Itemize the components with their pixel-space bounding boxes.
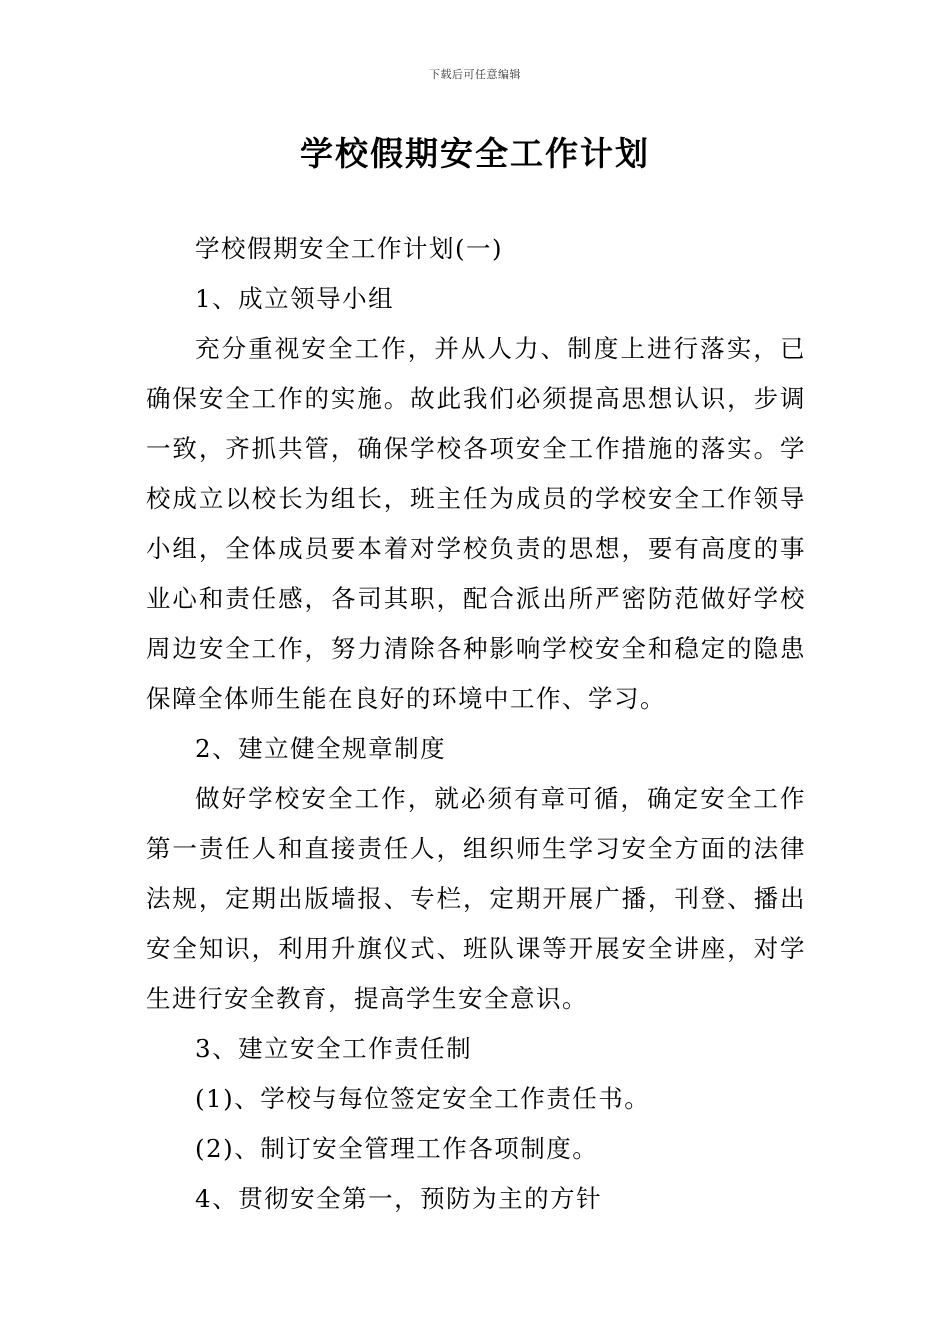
document-title: 学校假期安全工作计划	[300, 134, 650, 173]
list-item-1: (1)、学校与每位签定安全工作责任书。	[195, 1084, 651, 1113]
section-heading-3: 3、建立安全工作责任制	[195, 1034, 473, 1063]
body-paragraph-1: 充分重视安全工作，并从人力、制度上进行落实，已确保安全工作的实施。故此我们必须提高思想认识，步调一致，齐抓共管，确保学校各项安全工作措施的落实。学校成立以校长为组长，班主任为成员的学校安全工作领导小组，全体成员要本着对学校负责的思想，要有高度的事业心和责任感，各司其职，配合派出所严密防范做好学校周边安全工作，努力清除各种影响学校安全和稳定的隐患保障全体师生能在良好的环境中工作、学习。	[146, 334, 806, 713]
section-heading-1: 1、成立领导小组	[195, 284, 395, 313]
section-heading-2: 2、建立健全规章制度	[195, 734, 447, 763]
document-body	[146, 224, 806, 1224]
section-heading-4: 4、贯彻安全第一，预防为主的方针	[195, 1184, 603, 1213]
download-note: 下载后可任意编辑	[429, 68, 521, 81]
subtitle-paragraph: 学校假期安全工作计划(一)	[195, 234, 504, 263]
list-item-2: (2)、制订安全管理工作各项制度。	[195, 1134, 599, 1163]
body-paragraph-2: 做好学校安全工作，就必须有章可循，确定安全工作第一责任人和直接责任人，组织师生学习安全方面的法律法规，定期出版墙报、专栏，定期开展广播，刊登、播出安全知识，利用升旗仪式、班队课等开展安全讲座，对学生进行安全教育，提高学生安全意识。	[146, 784, 806, 1013]
